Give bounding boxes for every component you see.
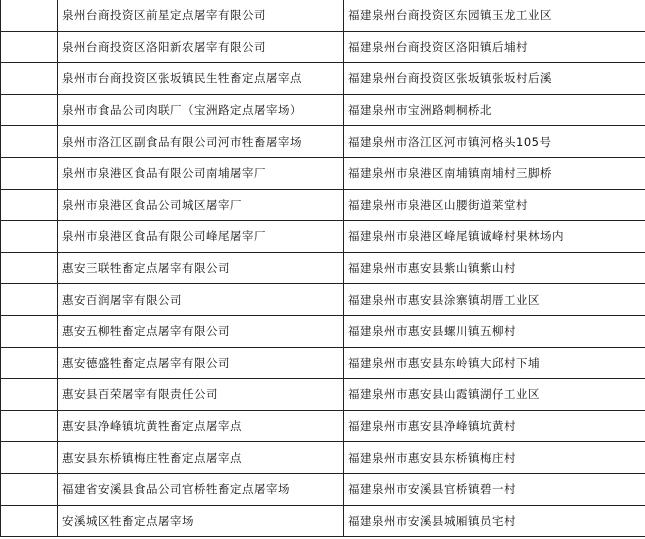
address-cell: 福建泉州市惠安县紫山镇紫山村 bbox=[344, 252, 645, 284]
index-cell bbox=[1, 126, 58, 158]
table-row bbox=[1, 157, 645, 189]
address-cell: 福建泉州市泉港区南埔镇南埔村三脚桥 bbox=[344, 157, 645, 189]
address-cell: 福建泉州市安溪县官桥镇碧一村 bbox=[344, 473, 645, 505]
address-cell: 福建泉州市惠安县山霞镇湖仔工业区 bbox=[344, 379, 645, 411]
company-name-cell: 惠安县百荣屠宰有限责任公司 bbox=[58, 379, 344, 411]
address-cell: 福建泉州市泉港区山腰街道莱堂村 bbox=[344, 189, 645, 221]
index-cell bbox=[1, 63, 58, 95]
index-cell bbox=[1, 31, 58, 63]
index-cell bbox=[1, 157, 58, 189]
address-cell: 福建泉州台商投资区洛阳镇后埔村 bbox=[344, 31, 645, 63]
company-name-cell: 惠安三联牲畜定点屠宰有限公司 bbox=[58, 252, 344, 284]
table-row bbox=[1, 347, 645, 379]
company-name-cell: 惠安五柳牲畜定点屠宰有限公司 bbox=[58, 315, 344, 347]
company-name-cell: 惠安德盛牲畜定点屠宰有限公司 bbox=[58, 347, 344, 379]
index-cell bbox=[1, 379, 58, 411]
company-name-cell: 泉州市泉港区食品有限公司南埔屠宰厂 bbox=[58, 157, 344, 189]
address-cell: 福建泉州台商投资区张坂镇张坂村后溪 bbox=[344, 63, 645, 95]
company-name-cell: 泉州市泉港区食品公司城区屠宰厂 bbox=[58, 189, 344, 221]
address-cell: 福建泉州市惠安县东岭镇大邱村下埔 bbox=[344, 347, 645, 379]
index-cell bbox=[1, 505, 58, 537]
table-row bbox=[1, 126, 645, 158]
address-cell: 福建泉州市洛江区河市镇河格头105号 bbox=[344, 126, 645, 158]
table-row bbox=[1, 379, 645, 411]
table-row bbox=[1, 189, 645, 221]
address-cell: 福建泉州市宝洲路刺桐桥北 bbox=[344, 94, 645, 126]
address-cell: 福建泉州市安溪县城厢镇员宅村 bbox=[344, 505, 645, 537]
index-cell bbox=[1, 252, 58, 284]
table-row bbox=[1, 442, 645, 474]
company-name-cell: 惠安百润屠宰有限公司 bbox=[58, 284, 344, 316]
table-row bbox=[1, 505, 645, 537]
table-row bbox=[1, 473, 645, 505]
company-name-cell: 惠安县净峰镇坑黄牲畜定点屠宰点 bbox=[58, 410, 344, 442]
table-row bbox=[1, 221, 645, 253]
address-cell: 福建泉州市惠安县东桥镇梅庄村 bbox=[344, 442, 645, 474]
index-cell bbox=[1, 410, 58, 442]
index-cell bbox=[1, 473, 58, 505]
address-cell: 福建泉州市惠安县涂寨镇胡厝工业区 bbox=[344, 284, 645, 316]
address-cell: 福建泉州市泉港区峰尾镇诚峰村果林场内 bbox=[344, 221, 645, 253]
company-name-cell: 泉州台商投资区洛阳新农屠宰有限公司 bbox=[58, 31, 344, 63]
table-row bbox=[1, 315, 645, 347]
company-name-cell: 惠安县东桥镇梅庄牲畜定点屠宰点 bbox=[58, 442, 344, 474]
address-cell: 福建泉州市惠安县螺川镇五柳村 bbox=[344, 315, 645, 347]
company-name-cell: 泉州市洛江区副食品有限公司河市牲畜屠宰场 bbox=[58, 126, 344, 158]
company-name-cell: 福建省安溪县食品公司官桥牲畜定点屠宰场 bbox=[58, 473, 344, 505]
table-row bbox=[1, 31, 645, 63]
company-name-cell: 安溪城区牲畜定点屠宰场 bbox=[58, 505, 344, 537]
index-cell bbox=[1, 442, 58, 474]
index-cell bbox=[1, 0, 58, 31]
table-row bbox=[1, 63, 645, 95]
index-cell bbox=[1, 221, 58, 253]
table-row bbox=[1, 284, 645, 316]
table-row bbox=[1, 94, 645, 126]
address-cell: 福建泉州市惠安县净峰镇坑黄村 bbox=[344, 410, 645, 442]
table-row bbox=[1, 410, 645, 442]
company-name-cell: 泉州市泉港区食品有限公司峰尾屠宰厂 bbox=[58, 221, 344, 253]
table-row bbox=[1, 0, 645, 31]
address-cell: 福建泉州台商投资区东园镇玉龙工业区 bbox=[344, 0, 645, 31]
company-name-cell: 泉州市台商投资区张坂镇民生牲畜定点屠宰点 bbox=[58, 63, 344, 95]
index-cell bbox=[1, 315, 58, 347]
index-cell bbox=[1, 284, 58, 316]
table-body bbox=[1, 0, 645, 537]
index-cell bbox=[1, 94, 58, 126]
table-row bbox=[1, 252, 645, 284]
company-name-cell: 泉州台商投资区前星定点屠宰有限公司 bbox=[58, 0, 344, 31]
index-cell bbox=[1, 189, 58, 221]
company-name-cell: 泉州市食品公司肉联厂（宝洲路定点屠宰场） bbox=[58, 94, 344, 126]
index-cell bbox=[1, 347, 58, 379]
